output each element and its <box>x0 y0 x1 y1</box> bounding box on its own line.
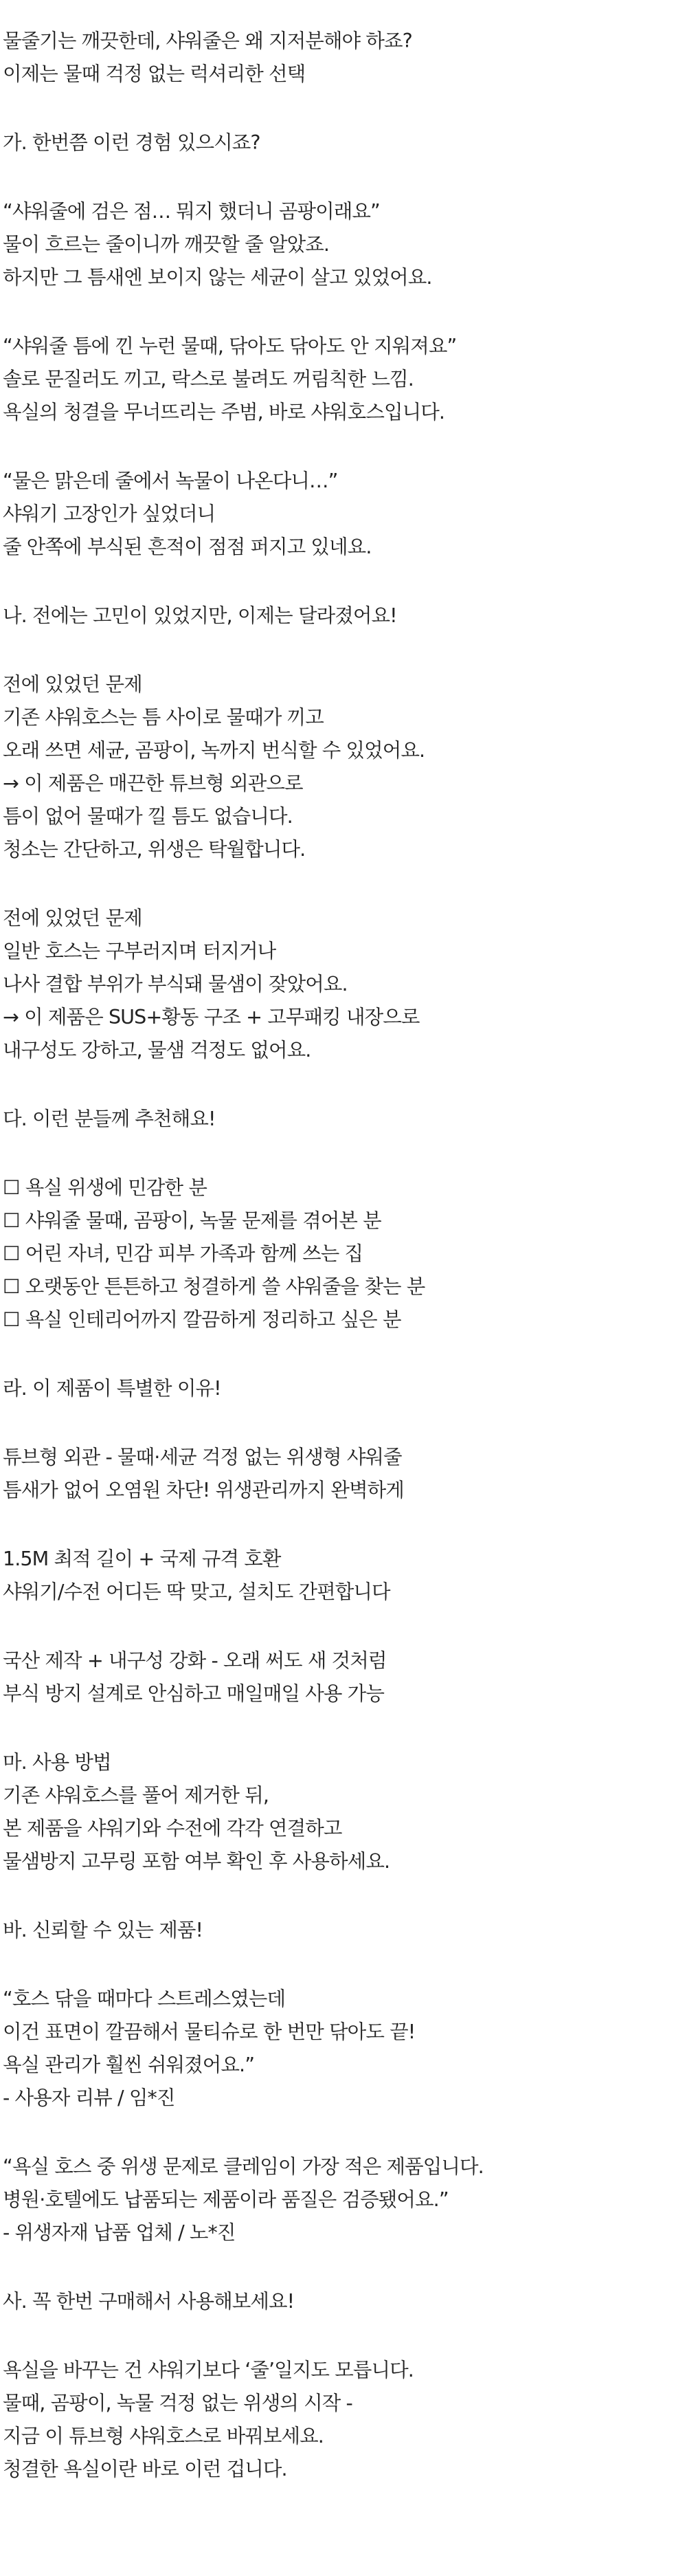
checklist-item-1: ☐ 욕실 위생에 민감한 분 <box>3 1176 207 1199</box>
text-line-6: 하지만 그 틈새엔 보이지 않는 세균이 살고 있었어요. <box>3 266 432 289</box>
text-line-7: “샤워줄 틈에 낀 누런 물때, 닦아도 닦아도 안 지워져요” <box>3 335 457 357</box>
text-line-35: 샤워기/수전 어디든 딱 맞고, 설치도 간편합니다 <box>3 1581 390 1603</box>
text-line-9: 욕실의 청결을 무너뜨리는 주범, 바로 샤워호스입니다. <box>3 401 444 423</box>
text-line-23: → 이 제품은 SUS+황동 구조 + 고무패킹 내장으로 <box>3 1006 420 1028</box>
review-line-5: 병원·호텔에도 납품되는 제품이라 품질은 검증됐어요.” <box>3 2188 449 2211</box>
section-heading-da: 다. 이런 분들께 추천해요! <box>3 1108 216 1130</box>
section-heading-ma: 마. 사용 방법 <box>3 1751 111 1774</box>
review-line-2: 이건 표면이 깔끔해서 물티슈로 한 번만 닦아도 끝! <box>3 2021 416 2043</box>
review-line-4: “욕실 호스 중 위생 문제로 클레임이 가장 적은 제품입니다. <box>3 2155 484 2178</box>
text-line-16: 오래 쓰면 세균, 곰팡이, 녹까지 번식할 수 있었어요. <box>3 739 425 762</box>
review-line-3: 욕실 관리가 훨씬 쉬워졌어요.” <box>3 2054 255 2076</box>
text-line-20: 전에 있었던 문제 <box>3 907 142 929</box>
review-author-2: - 위생자재 납품 업체 / 노*진 <box>3 2221 236 2244</box>
text-line-33: 틈새가 없어 오염원 차단! 위생관리까지 완벽하게 <box>3 1479 404 1501</box>
review-line-1: “호스 닦을 때마다 스트레스였는데 <box>3 1988 286 2010</box>
text-line-8: 솔로 문질러도 끼고, 락스로 불려도 꺼림칙한 느낌. <box>3 368 414 390</box>
text-line-10: “물은 맑은데 줄에서 녹물이 나온다니…” <box>3 470 338 492</box>
text-line-4: “샤워줄에 검은 점… 뭐지 했더니 곰팡이래요” <box>3 200 380 223</box>
text-line-40: 본 제품을 샤워기와 수전에 각각 연결하고 <box>3 1817 342 1840</box>
text-line-37: 부식 방지 설계로 안심하고 매일매일 사용 가능 <box>3 1682 384 1705</box>
text-line-17: → 이 제품은 매끈한 튜브형 외관으로 <box>3 772 303 795</box>
text-line-24: 내구성도 강하고, 물샘 걱정도 없어요. <box>3 1039 311 1061</box>
text-line-21: 일반 호스는 구부러지며 터지거나 <box>3 940 276 962</box>
checklist-item-2: ☐ 샤워줄 물때, 곰팡이, 녹물 문제를 겪어본 분 <box>3 1209 381 1232</box>
section-heading-ba: 바. 신뢰할 수 있는 제품! <box>3 1919 203 1941</box>
text-line-32: 튜브형 외관 - 물때·세균 걱정 없는 위생형 샤워줄 <box>3 1446 402 1468</box>
checklist-item-5: ☐ 욕실 인테리어까지 깔끔하게 정리하고 싶은 분 <box>3 1308 401 1331</box>
text-line-1: 물줄기는 깨끗한데, 샤워줄은 왜 지저분해야 하죠? <box>3 30 412 52</box>
text-line-22: 나사 결합 부위가 부식돼 물샘이 잦았어요. <box>3 973 348 995</box>
text-line-52: 물때, 곰팡이, 녹물 걱정 없는 위생의 시작 - <box>3 2392 352 2414</box>
text-line-19: 청소는 간단하고, 위생은 탁월합니다. <box>3 838 306 861</box>
text-line-12: 줄 안쪽에 부식된 흔적이 점점 퍼지고 있네요. <box>3 536 372 558</box>
text-line-41: 물샘방지 고무링 포함 여부 확인 후 사용하세요. <box>3 1850 390 1873</box>
section-heading-ga: 가. 한번쯤 이런 경험 있으시죠? <box>3 131 260 154</box>
section-heading-sa: 사. 꼭 한번 구매해서 사용해보세요! <box>3 2290 295 2313</box>
section-heading-na: 나. 전에는 고민이 있었지만, 이제는 달라졌어요! <box>3 604 397 627</box>
text-line-5: 물이 흐르는 줄이니까 깨끗할 줄 알았죠. <box>3 233 330 256</box>
section-heading-ra: 라. 이 제품이 특별한 이유! <box>3 1377 221 1400</box>
text-line-34: 1.5M 최적 길이 + 국제 규격 호환 <box>3 1548 281 1570</box>
text-line-14: 전에 있었던 문제 <box>3 673 142 696</box>
checklist-item-4: ☐ 오랫동안 튼튼하고 청결하게 쓸 샤워줄을 찾는 분 <box>3 1275 425 1298</box>
text-line-39: 기존 샤워호스를 풀어 제거한 뒤, <box>3 1784 269 1807</box>
text-line-51: 욕실을 바꾸는 건 샤워기보다 ‘줄’일지도 모릅니다. <box>3 2359 414 2381</box>
text-line-15: 기존 샤워호스는 틈 사이로 물때가 끼고 <box>3 706 324 729</box>
text-line-11: 샤워기 고장인가 싶었더니 <box>3 503 216 525</box>
text-line-18: 틈이 없어 물때가 낄 틈도 없습니다. <box>3 805 293 828</box>
checklist-item-3: ☐ 어린 자녀, 민감 피부 가족과 함께 쓰는 집 <box>3 1242 363 1265</box>
review-author-1: - 사용자 리뷰 / 임*진 <box>3 2087 175 2109</box>
text-line-54: 청결한 욕실이란 바로 이런 겁니다. <box>3 2458 287 2480</box>
text-line-53: 지금 이 튜브형 샤워호스로 바꿔보세요. <box>3 2425 324 2447</box>
text-line-36: 국산 제작 + 내구성 강화 - 오래 써도 새 것처럼 <box>3 1649 387 1672</box>
text-line-2: 이제는 물때 걱정 없는 럭셔리한 선택 <box>3 63 306 85</box>
